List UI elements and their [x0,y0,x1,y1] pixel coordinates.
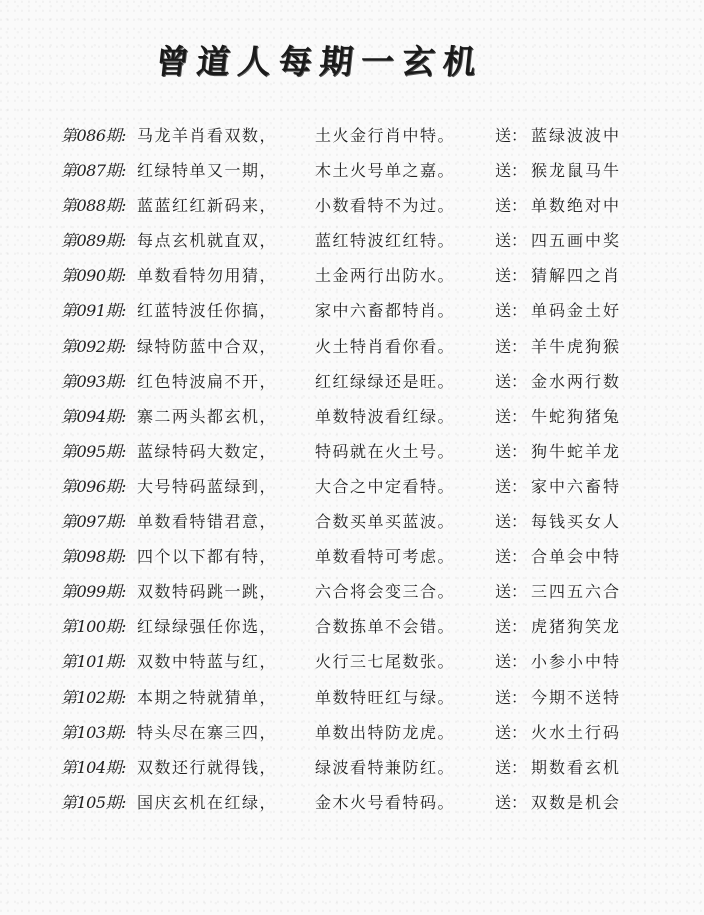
list-item [61,439,681,474]
send-value: 金水两行数 [531,371,622,391]
verse-part-1: 马龙羊肖看双数， [137,126,278,145]
send-value: 虎猪狗笑龙 [531,617,622,637]
verse-part-1: 本期之特就猜单， [137,687,278,707]
send-label: 送： [495,617,528,637]
verse-part-2: 蓝红特波红红特。 [315,231,456,251]
verse-part-2: 木土火号单之嘉。 [315,161,456,181]
send-label: 送： [495,792,528,812]
list-item [61,369,681,404]
period-label: 第087期: [61,161,126,181]
period-label: 第094期: [61,406,126,426]
verse-part-1: 红色特波扁不开， [137,371,278,391]
list-item [61,263,681,298]
send-label: 送： [495,266,528,286]
period-label: 第088期: [61,196,126,216]
verse-part-1: 国庆玄机在红绿， [137,792,278,812]
send-label: 送： [495,371,528,391]
verse-part-2: 单数出特防龙虎。 [315,722,456,742]
verse-part-2: 土金两行出防水。 [315,266,456,286]
verse-part-2: 合数拣单不会错。 [315,617,456,637]
send-label: 送： [495,161,528,181]
list-item [61,334,681,369]
period-label: 第102期: [61,687,126,707]
list-item [61,720,681,755]
send-value: 三四五六合 [531,582,622,602]
verse-part-1: 特头尽在寨三四， [137,722,278,742]
send-value: 狗牛蛇羊龙 [531,441,622,461]
verse-part-1: 双数还行就得钱， [137,757,278,777]
verse-part-1: 大号特码蓝绿到， [137,476,278,496]
verse-part-1: 红绿绿强任你选， [137,617,278,637]
period-label: 第097期: [61,512,126,532]
verse-part-1: 双数特码跳一跳， [137,582,278,602]
period-label: 第090期: [61,266,126,286]
send-label: 送： [495,652,528,672]
send-label: 送： [495,301,528,321]
send-value: 合单会中特 [531,547,622,567]
verse-part-2: 红红绿绿还是旺。 [315,371,456,391]
verse-part-2: 单数特波看红绿。 [315,406,456,426]
send-value: 猴龙鼠马牛 [531,161,622,181]
list-item [61,579,681,614]
send-value: 每钱买女人 [531,512,622,532]
send-label: 送： [495,126,528,145]
verse-part-1: 蓝绿特码大数定， [137,441,278,461]
send-label: 送： [495,231,528,251]
verse-part-2: 火行三七尾数张。 [315,652,456,672]
verse-part-2: 绿波看特兼防红。 [315,757,456,777]
list-item [61,158,681,193]
verse-part-2: 金木火号看特码。 [315,792,456,812]
send-value: 小参小中特 [531,652,622,672]
send-label: 送： [495,336,528,356]
verse-part-2: 单数看特可考虑。 [315,547,456,567]
list-item [61,404,681,439]
send-label: 送： [495,476,528,496]
send-label: 送： [495,722,528,742]
verse-part-2: 特码就在火土号。 [315,441,456,461]
verse-part-2: 单数特旺红与绿。 [315,687,456,707]
send-value: 蓝绿波波中 [531,126,622,145]
verse-part-2: 火土特肖看你看。 [315,336,456,356]
verse-part-2: 六合将会变三合。 [315,582,456,602]
verse-part-1: 寨二两头都玄机， [137,406,278,426]
send-value: 猜解四之肖 [531,266,622,286]
list-item [61,474,681,509]
send-value: 羊牛虎狗猴 [531,336,622,356]
period-label: 第093期: [61,371,126,391]
send-value: 火水土行码 [531,722,622,742]
verse-part-2: 小数看特不为过。 [315,196,456,216]
send-label: 送： [495,757,528,777]
send-label: 送： [495,582,528,602]
send-label: 送： [495,547,528,567]
verse-part-1: 蓝蓝红红新码来， [137,196,278,216]
verse-part-1: 单数看特错君意， [137,512,278,532]
prediction-list [61,123,681,825]
list-item [61,193,681,228]
period-label: 第103期: [61,722,126,742]
period-label: 第101期: [61,652,126,672]
list-item [61,298,681,333]
list-item [61,544,681,579]
period-label: 第100期: [61,617,126,637]
send-label: 送： [495,512,528,532]
period-label: 第098期: [61,547,126,567]
verse-part-2: 大合之中定看特。 [315,476,456,496]
send-value: 单码金土好 [531,301,622,321]
send-value: 期数看玄机 [531,757,622,777]
period-label: 第104期: [61,757,126,777]
verse-part-1: 红绿特单又一期， [137,161,278,181]
list-item [61,649,681,684]
verse-part-2: 家中六畜都特肖。 [315,301,456,321]
period-label: 第099期: [61,582,126,602]
period-label: 第089期: [61,231,126,251]
period-label: 第096期: [61,476,126,496]
verse-part-1: 红蓝特波任你搞， [137,301,278,321]
send-value: 四五画中奖 [531,231,622,251]
list-item [61,123,681,158]
send-value: 牛蛇狗猪兔 [531,406,622,426]
list-item [61,685,681,720]
list-item [61,228,681,263]
period-label: 第105期: [61,792,126,812]
verse-part-1: 四个以下都有特， [137,547,278,567]
send-label: 送： [495,687,528,707]
period-label: 第095期: [61,441,126,461]
page-title: 曾道人每期一玄机 [153,42,486,81]
verse-part-1: 绿特防蓝中合双， [137,336,278,356]
verse-part-2: 土火金行肖中特。 [315,126,456,145]
send-value: 双数是机会 [531,792,622,812]
verse-part-1: 单数看特勿用猜， [137,266,278,286]
send-value: 单数绝对中 [531,196,622,216]
list-item [61,790,681,825]
send-label: 送： [495,441,528,461]
period-label: 第086期: [61,126,126,145]
verse-part-2: 合数买单买蓝波。 [315,512,456,532]
send-value: 家中六畜特 [531,476,622,496]
period-label: 第091期: [61,301,126,321]
verse-part-1: 每点玄机就直双， [137,231,278,251]
send-label: 送： [495,406,528,426]
list-item [61,614,681,649]
verse-part-1: 双数中特蓝与红， [137,652,278,672]
send-label: 送： [495,196,528,216]
list-item [61,755,681,790]
send-value: 今期不送特 [531,687,622,707]
period-label: 第092期: [61,336,126,356]
list-item [61,509,681,544]
